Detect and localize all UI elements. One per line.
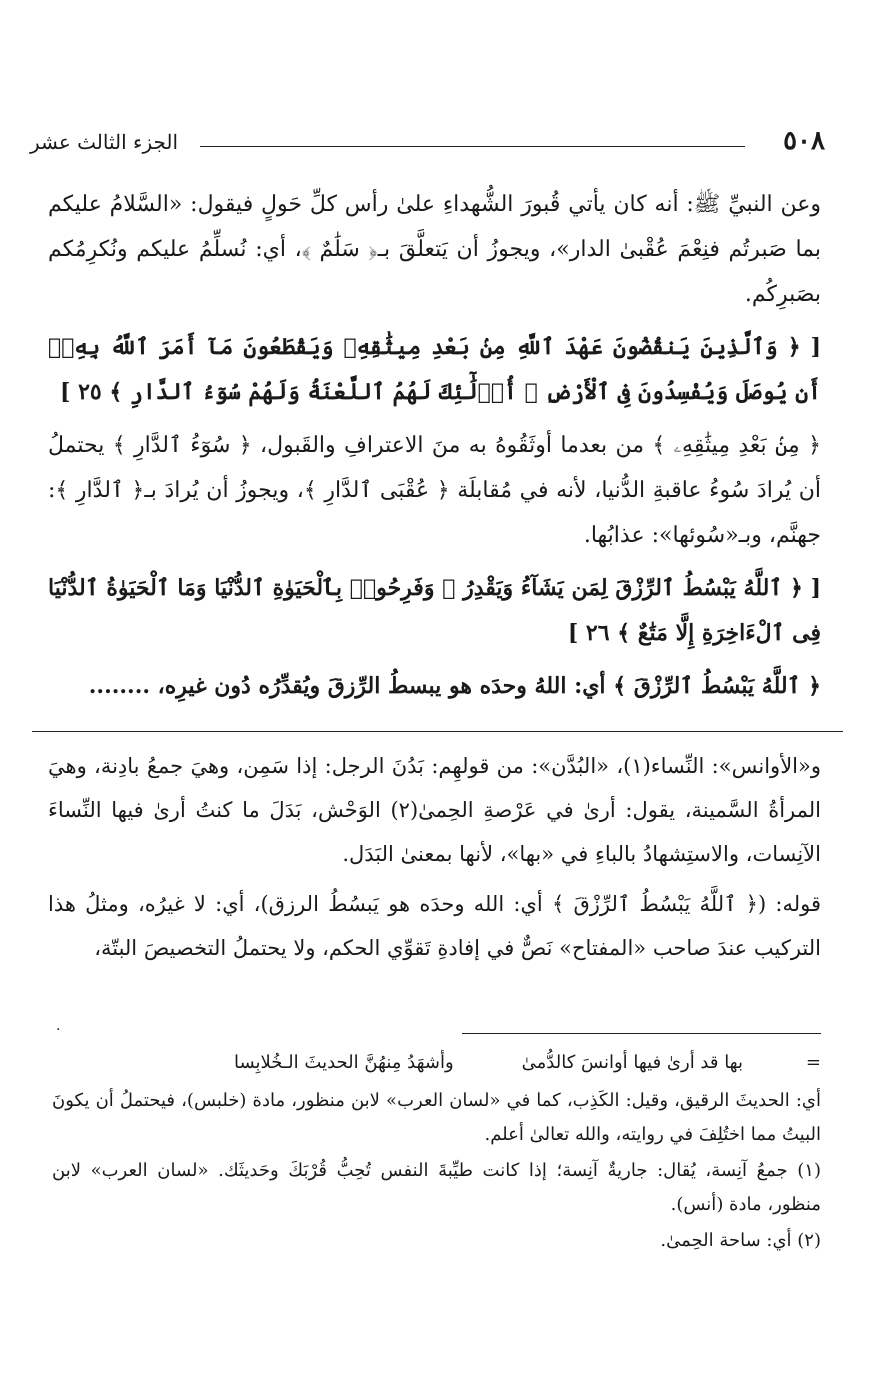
paragraph-tafsir-25: ﴿ مِنۢ بَعْدِ مِيثَٰقِهِۦ ﴾ من بعدما أوثَقُوهُ به منَ الاعترافِ والقَبول، ﴿ سُوٓءُ ٱلدَّارِ ﴾ يحتملُ أن يُرادَ سُوءُ عاقبةِ الدُّنيا، لأنه في مُقابلَة ﴿ عُقْبَى ٱلدَّارِ ﴾، ويجوزُ أن يُرادَ بـ﴿ ٱلدَّارِ ﴾: جهنَّم، وبـ«سُوئها»: عذابُها.	[48, 433, 821, 548]
page-number: ٥٠٨	[783, 126, 825, 156]
paragraph-tafsir-26: ﴿ ٱللَّهُ يَبْسُطُ ٱلرِّزْقَ ﴾ أي: اللهُ وحدَه هو يبسطُ الرِّزقَ ويُقدِّرُه دُون غيرِه، ........	[88, 673, 821, 699]
quran-verse-25: [ ﴿ وَٱلَّذِينَ يَنقُضُونَ عَهْدَ ٱللَّهِ مِنۢ بَعْدِ مِيثَٰقِهِۦ وَيَقْطَعُونَ مَآ أَمَرَ ٱللَّهُ بِهِۦٓ أَن يُوصَلَ وَيُفْسِدُونَ فِى ٱلْأَرْضِ ۙ أُو۟لَٰٓئِكَ لَهُمُ ٱللَّعْنَةُ وَلَهُمْ سُوٓءُ ٱلدَّارِ ﴾ ٢٥ ]	[48, 334, 821, 405]
footnote-2: (٢) أي: ساحة الحِمىٰ.	[660, 1230, 821, 1251]
margin-dot: .	[56, 1018, 61, 1034]
page-header	[30, 126, 825, 162]
poem-first-hemistich: بها قد أرىٰ فيها أوانسَ كالدُّمىٰ	[521, 1052, 743, 1073]
main-text	[48, 182, 821, 717]
continuation-mark: =	[805, 1052, 821, 1073]
poem-second-hemistich: وأشهَدُ مِنهُنَّ الحديثَ الـخُلابِسا	[234, 1052, 454, 1073]
footnotes	[52, 1050, 821, 1260]
poem-line	[52, 1050, 821, 1084]
footnote-1: (١) جمعُ آنِسة، يُقال: جاريةٌ آنِسة؛ إذا كانت طيِّبةَ النفس تُحِبُّ قُرْبَكَ وحَديثَك. «لسان العرب» لابن منظور، مادة (أنس).	[52, 1160, 821, 1215]
part-title: الجزء الثالث عشر	[30, 130, 179, 154]
footnote-continuation: أي: الحديثَ الرقيق، وقيل: الكَذِب، كما في «لسان العرب» لابن منظور، مادة (خلبس)، فيحتملُ أن يكونَ البيتُ مما اختُلِفَ في روايته، والله تعالىٰ أعلم.	[52, 1090, 821, 1145]
footnote-rule	[462, 1033, 821, 1034]
paragraph-hadith: وعن النبيِّ ﷺ: أنه كان يأتي قُبورَ الشُّهداءِ علىٰ رأس كلِّ حَولٍ فيقول: «السَّلامُ عليكم بما صَبرتُم فنِعْمَ عُقْبىٰ الدار»، ويجوزُ أن يَتعلَّقَ بـ﴿ سَلَٰمٌ ﴾، أي: نُسلِّمُ عليكم ونُكرِمُكم بصَبرِكُم.	[48, 192, 821, 307]
header-rule	[200, 146, 745, 147]
commentary	[48, 744, 821, 976]
commentary-paragraph-2: قوله: (﴿ ٱللَّهُ يَبْسُطُ ٱلرِّزْقَ ﴾ أي: الله وحدَه هو يَبسُطُ الرزق)، أي: لا غيرُه، ومثلُ هذا التركيب عندَ صاحب «المفتاح» نَصٌّ في إفادةِ تَقوِّي الحكم، ولا يحتملُ التخصيصَ البتّة،	[48, 892, 821, 960]
section-divider	[32, 731, 843, 732]
commentary-paragraph-1: و«الأوانس»: النِّساء(١)، «البُدَّن»: من قولهِم: بَدُنَ الرجل: إذا سَمِن، وهيَ جمعُ بادِنة، وهيَ المرأةُ السَّمينة، يقول: أرىٰ في عَرْصةِ الحِمىٰ(٢) الوَحْش، بَدَلَ ما كنتُ أرىٰ فيها النِّساءَ الآنِسات، والاستِشهادُ بالباءِ في «بها»، لأنها بمعنىٰ البَدَل.	[48, 754, 821, 866]
quran-verse-26: [ ﴿ ٱللَّهُ يَبْسُطُ ٱلرِّزْقَ لِمَن يَشَآءُ وَيَقْدِرُ ۚ وَفَرِحُوا۟ بِٱلْحَيَوٰةِ ٱلدُّنْيَا وَمَا ٱلْحَيَوٰةُ ٱلدُّنْيَا فِى ٱلْءَاخِرَةِ إِلَّا مَتَٰعٌ ﴾ ٢٦ ]	[48, 575, 821, 646]
